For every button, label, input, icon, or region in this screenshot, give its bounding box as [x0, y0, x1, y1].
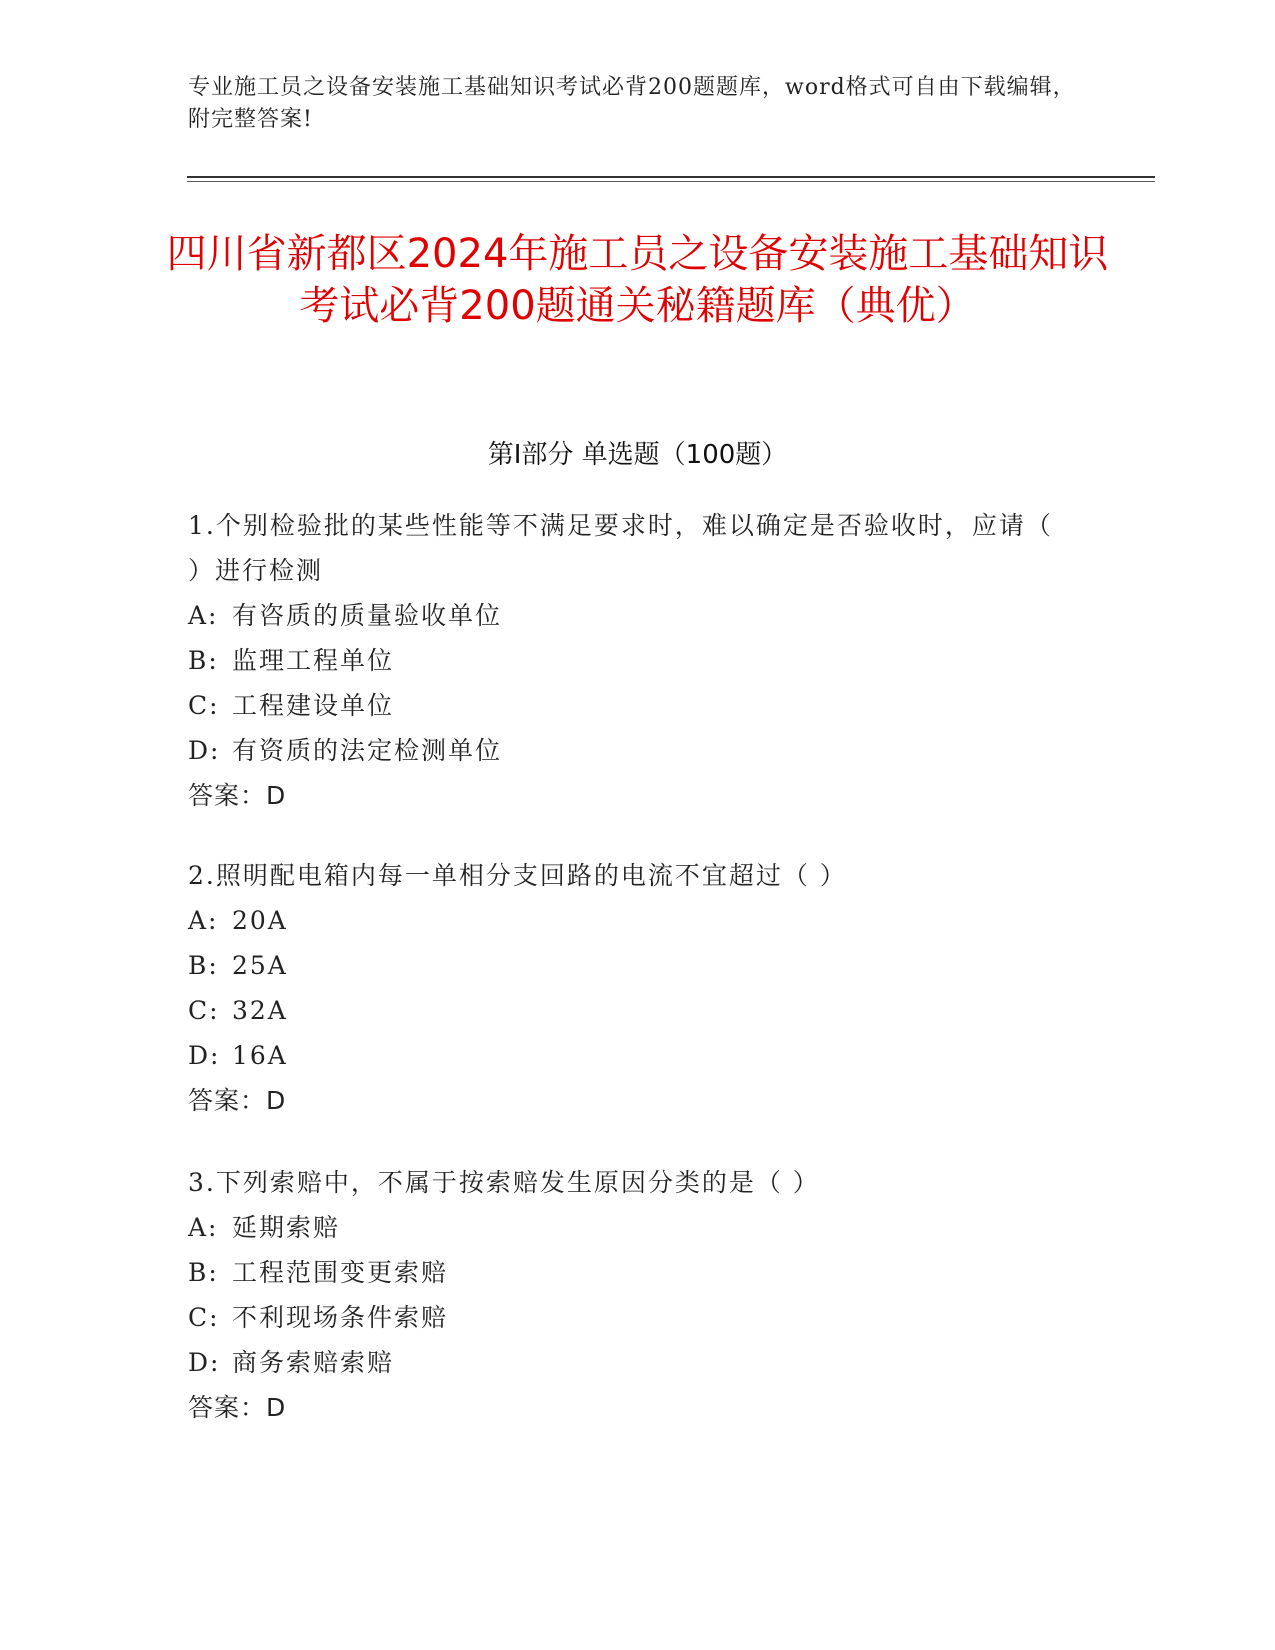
option-key: D:	[188, 736, 221, 765]
option-text: 有资质的法定检测单位	[232, 736, 503, 765]
option-b	[188, 943, 1068, 988]
option-key: A:	[188, 1213, 219, 1242]
option-a	[188, 1205, 1068, 1250]
header-note: 专业施工员之设备安装施工基础知识考试必背200题题库，word格式可自由下载编辑，附完整答案!	[188, 75, 1076, 132]
option-a	[188, 898, 1068, 943]
document-title: 四川省新都区2024年施工员之设备安装施工基础知识考试必背200题通关秘籍题库（典优）	[166, 231, 1109, 329]
option-d	[188, 1033, 1068, 1078]
answer-line: 答案：D	[188, 1393, 287, 1422]
option-text: 20A	[232, 906, 288, 935]
question-3	[188, 1160, 1068, 1430]
question-stem: 1.个别检验批的某些性能等不满足要求时，难以确定是否验收时，应请（ ）进行检测	[188, 511, 1053, 585]
option-key: B:	[188, 951, 219, 980]
option-key: D:	[188, 1041, 221, 1070]
option-text: 不利现场条件索赔	[232, 1303, 449, 1332]
header-divider-thin	[187, 181, 1155, 182]
option-text: 工程建设单位	[232, 691, 395, 720]
option-text: 有咨质的质量验收单位	[232, 601, 503, 630]
option-b	[188, 638, 1068, 683]
option-a	[188, 593, 1068, 638]
option-key: A:	[188, 906, 219, 935]
option-key: C:	[188, 1303, 220, 1332]
option-key: B:	[188, 646, 219, 675]
option-text: 工程范围变更索赔	[232, 1258, 449, 1287]
option-key: C:	[188, 691, 220, 720]
answer-line: 答案：D	[188, 781, 287, 810]
option-text: 监理工程单位	[232, 646, 395, 675]
option-key: D:	[188, 1348, 221, 1377]
question-stem: 2.照明配电箱内每一单相分支回路的电流不宜超过（ ）	[188, 861, 847, 890]
option-b	[188, 1250, 1068, 1295]
header-divider-thick	[187, 176, 1155, 178]
answer-line: 答案：D	[188, 1086, 287, 1115]
question-stem: 3.下列索赔中，不属于按索赔发生原因分类的是（ ）	[188, 1168, 820, 1197]
question-1	[188, 503, 1068, 818]
section-title: 第I部分 单选题（100题）	[487, 440, 788, 470]
option-d	[188, 1340, 1068, 1385]
option-text: 25A	[232, 951, 288, 980]
option-key: A:	[188, 601, 219, 630]
option-c	[188, 1295, 1068, 1340]
option-text: 商务索赔索赔	[232, 1348, 395, 1377]
option-c	[188, 683, 1068, 728]
option-key: B:	[188, 1258, 219, 1287]
option-c	[188, 988, 1068, 1033]
option-text: 延期索赔	[232, 1213, 341, 1242]
option-text: 32A	[232, 996, 288, 1025]
question-2	[188, 853, 1068, 1123]
option-text: 16A	[232, 1041, 288, 1070]
option-d	[188, 728, 1068, 773]
option-key: C:	[188, 996, 220, 1025]
